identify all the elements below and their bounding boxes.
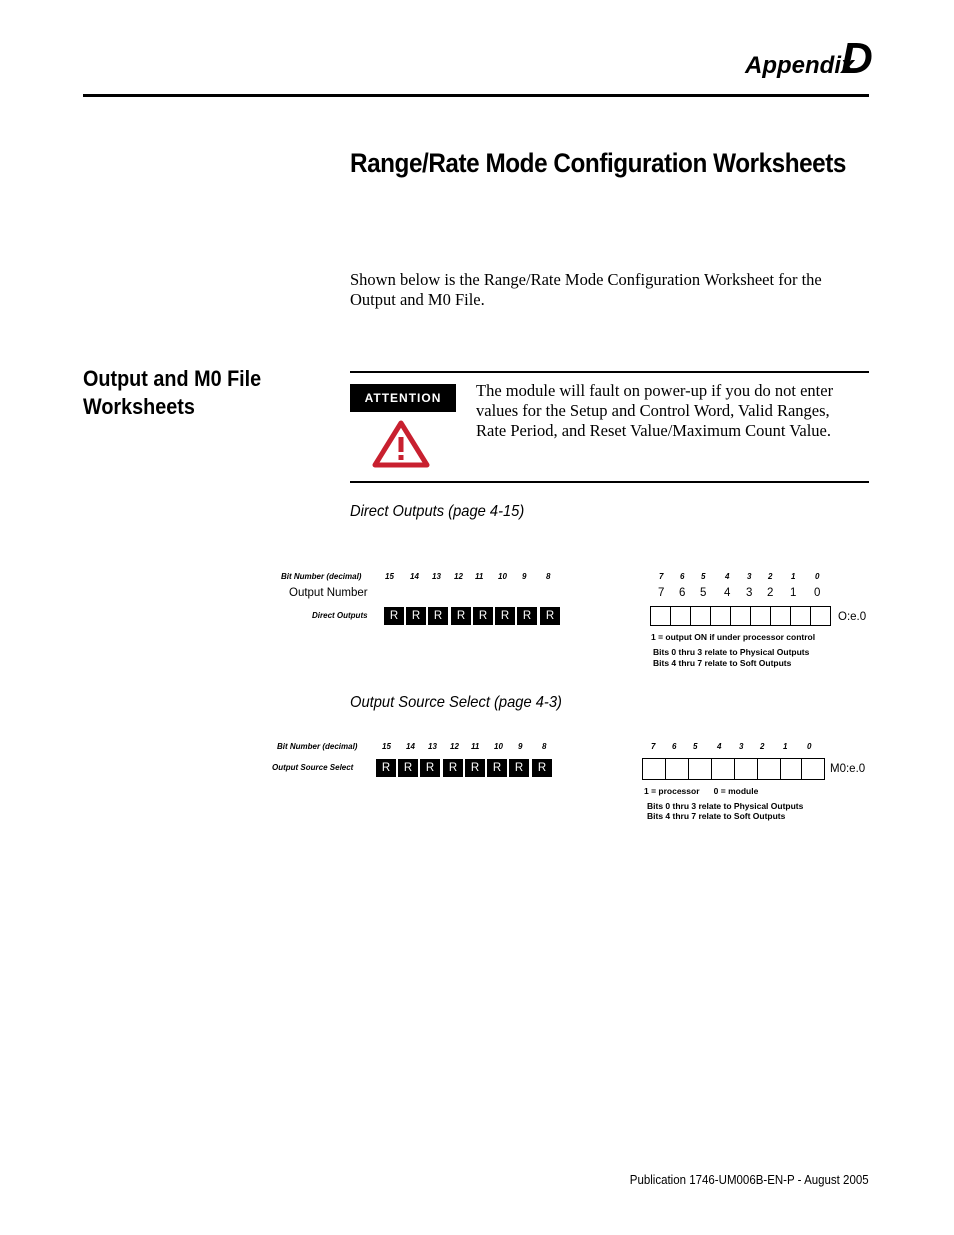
bit-number: 1 — [791, 572, 796, 581]
bit-number: 9 — [518, 742, 523, 751]
bit-number: 2 — [768, 572, 773, 581]
bit-number: 5 — [693, 742, 698, 751]
m0-note-2: Bits 0 thru 3 relate to Physical Outputs — [647, 801, 804, 811]
bit-number: 13 — [428, 742, 437, 751]
bit-number: 13 — [432, 572, 441, 581]
bit-number: 15 — [385, 572, 394, 581]
reserved-bit: R — [509, 759, 529, 777]
reserved-bit: R — [428, 607, 448, 625]
bit-number: 7 — [659, 572, 664, 581]
direct-outputs-title: Direct Outputs (page 4-15) — [350, 503, 525, 520]
attention-top-rule — [350, 371, 869, 373]
output-note-3: Bits 4 thru 7 relate to Soft Outputs — [653, 658, 792, 668]
attention-bottom-rule — [350, 481, 869, 483]
direct-outputs-label: Direct Outputs — [312, 611, 368, 620]
output-note-1: 1 = output ON if under processor control — [651, 632, 816, 642]
reserved-bit: R — [420, 759, 440, 777]
bit-number: 14 — [410, 572, 419, 581]
reserved-bit: R — [473, 607, 493, 625]
m0-note-1: 1 = processor 0 = module — [644, 786, 759, 796]
appendix-letter: D — [841, 34, 873, 83]
reserved-bit: R — [398, 759, 418, 777]
reserved-bit: R — [465, 759, 485, 777]
bit-number: 2 — [760, 742, 765, 751]
output-bit-input[interactable] — [670, 606, 691, 626]
attention-badge: ATTENTION — [350, 384, 456, 412]
output-bit-input[interactable] — [690, 606, 711, 626]
output-number: 3 — [746, 587, 753, 599]
output-source-select-title: Output Source Select (page 4-3) — [350, 694, 562, 711]
m0-bit-input[interactable] — [711, 758, 735, 780]
attention-text: The module will fault on power-up if you do not enter values for the Setup and Control Word, Valid Ranges, Rate Period, and Reset Value/Maximum Count Value. — [476, 381, 834, 440]
bit-number: 5 — [701, 572, 706, 581]
m0-note-3: Bits 4 thru 7 relate to Soft Outputs — [647, 811, 786, 821]
output-bit-input[interactable] — [650, 606, 671, 626]
output-bit-input[interactable] — [710, 606, 731, 626]
output-number: 2 — [767, 587, 774, 599]
reserved-bit: R — [532, 759, 552, 777]
bit-number: 11 — [475, 572, 484, 581]
m0-bit-input[interactable] — [801, 758, 825, 780]
bit-number: 0 — [807, 742, 812, 751]
bit-number: 4 — [725, 572, 730, 581]
bit-number: 10 — [498, 572, 507, 581]
bit-number: 9 — [522, 572, 527, 581]
m0-bit-input[interactable] — [642, 758, 666, 780]
bit-number: 8 — [542, 742, 547, 751]
header-rule — [83, 94, 869, 97]
m0-address: M0:e.0 — [830, 763, 866, 775]
output-bit-input[interactable] — [790, 606, 811, 626]
output-number: 6 — [679, 587, 686, 599]
reserved-bit: R — [384, 607, 404, 625]
intro-paragraph: Shown below is the Range/Rate Mode Configuration Worksheet for the Output and M0 File. — [350, 270, 822, 309]
bit-number: 12 — [450, 742, 459, 751]
publication-footer: Publication 1746-UM006B-EN-P - August 2005 — [630, 1173, 869, 1187]
output-number: 4 — [724, 587, 731, 599]
bit-number: 14 — [406, 742, 415, 751]
bit-number: 11 — [471, 742, 480, 751]
bit-number: 3 — [739, 742, 744, 751]
appendix-header — [745, 34, 873, 86]
m0-bit-input[interactable] — [757, 758, 781, 780]
bit-number-label: Bit Number (decimal) — [277, 742, 358, 751]
output-address: O:e.0 — [838, 611, 867, 623]
reserved-bit: R — [451, 607, 471, 625]
reserved-bit: R — [517, 607, 537, 625]
output-number: 7 — [658, 587, 665, 599]
reserved-bit: R — [487, 759, 507, 777]
m0-bit-input[interactable] — [688, 758, 712, 780]
output-bit-input[interactable] — [770, 606, 791, 626]
output-note-2: Bits 0 thru 3 relate to Physical Outputs — [653, 647, 810, 657]
bit-number: 0 — [815, 572, 820, 581]
bit-number: 3 — [747, 572, 752, 581]
page-title: Range/Rate Mode Configuration Worksheets — [350, 148, 846, 178]
reserved-bit: R — [406, 607, 426, 625]
section-title: Output and M0 File Worksheets — [83, 366, 262, 419]
appendix-label: Appendix — [745, 52, 855, 79]
warning-triangle-icon — [372, 420, 430, 468]
bit-number: 4 — [717, 742, 722, 751]
reserved-bit: R — [376, 759, 396, 777]
output-number: 0 — [814, 587, 821, 599]
bit-number: 15 — [382, 742, 391, 751]
output-bit-input[interactable] — [750, 606, 771, 626]
output-bit-input[interactable] — [730, 606, 751, 626]
output-number: 5 — [700, 587, 707, 599]
reserved-bit: R — [495, 607, 515, 625]
m0-bit-input[interactable] — [665, 758, 689, 780]
bit-number: 10 — [494, 742, 503, 751]
bit-number: 6 — [672, 742, 677, 751]
reserved-bit: R — [443, 759, 463, 777]
bit-number-label: Bit Number (decimal) — [281, 572, 362, 581]
output-bit-input[interactable] — [810, 606, 831, 626]
bit-number: 8 — [546, 572, 551, 581]
bit-number: 12 — [454, 572, 463, 581]
reserved-bit: R — [540, 607, 560, 625]
bit-number: 6 — [680, 572, 685, 581]
m0-bit-input[interactable] — [734, 758, 758, 780]
bit-number: 7 — [651, 742, 656, 751]
bit-number: 1 — [783, 742, 788, 751]
output-number: 1 — [790, 587, 797, 599]
output-source-select-label: Output Source Select — [272, 763, 354, 772]
output-number-label: Output Number — [289, 587, 368, 599]
